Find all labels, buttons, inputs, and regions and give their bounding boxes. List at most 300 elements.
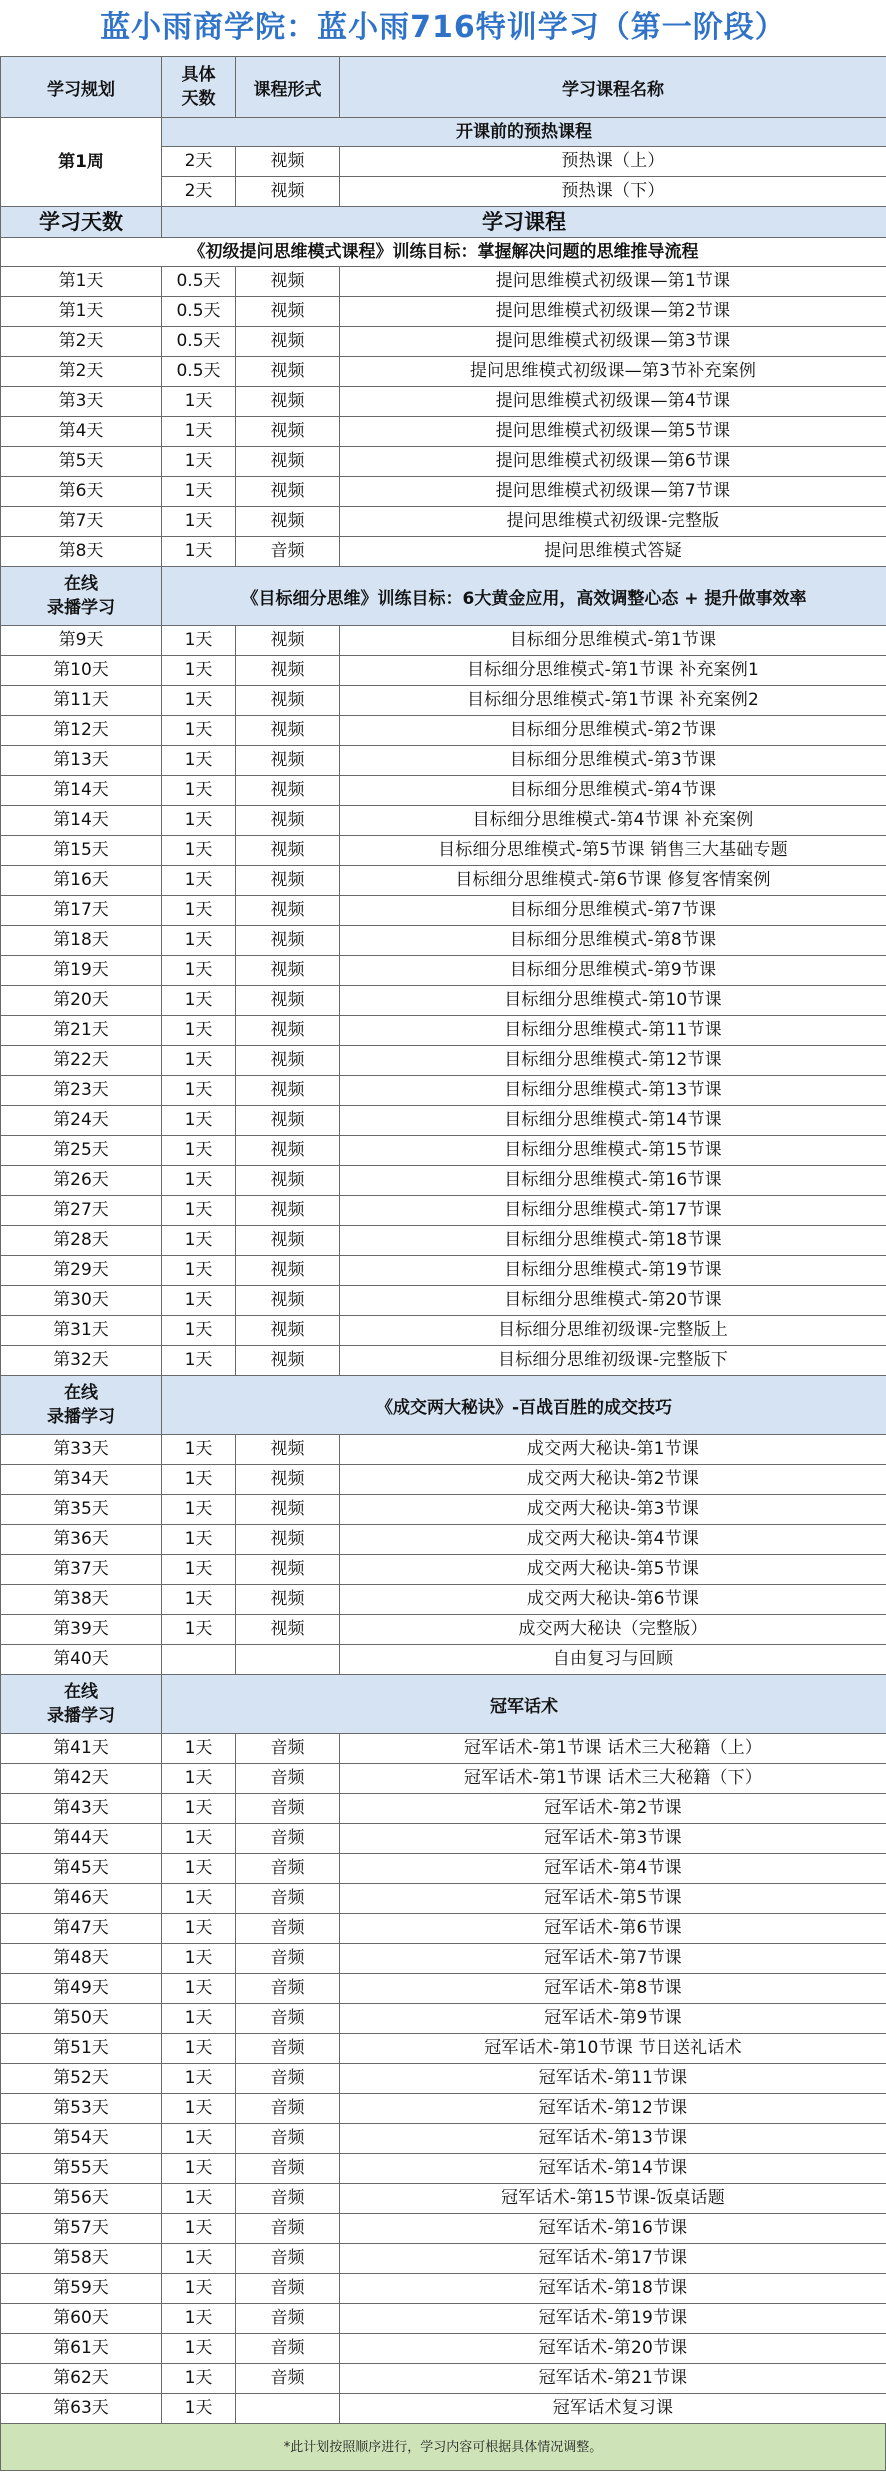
row-format: 视频 [236,1585,340,1615]
row-days: 1天 [162,1914,236,1944]
preheat-section-row [1,118,886,147]
row-days: 1天 [162,1974,236,2004]
row-days: 1天 [162,447,236,477]
table-row [1,1316,886,1346]
table-row [1,986,886,1016]
row-format: 视频 [236,267,340,297]
row-format: 视频 [236,177,340,207]
table-row [1,1106,886,1136]
row-format: 视频 [236,1435,340,1465]
subheader-study-days: 学习天数 [1,207,162,238]
row-days: 1天 [162,2094,236,2124]
table-row [1,1525,886,1555]
row-format: 音频 [236,2004,340,2034]
row-day: 第10天 [1,656,162,686]
row-day: 第4天 [1,417,162,447]
table-row [1,1226,886,1256]
row-days: 1天 [162,1196,236,1226]
row-course-name: 冠军话术-第8节课 [340,1974,886,2004]
row-days: 0.5天 [162,327,236,357]
row-course-name: 冠军话术-第5节课 [340,1884,886,1914]
subheader-study-courses: 学习课程 [162,207,886,238]
row-course-name: 成交两大秘诀-第3节课 [340,1495,886,1525]
row-format: 音频 [236,2304,340,2334]
table-row [1,537,886,567]
row-day: 第47天 [1,1914,162,1944]
row-day: 第46天 [1,1884,162,1914]
row-day: 第53天 [1,2094,162,2124]
row-course-name: 成交两大秘诀-第4节课 [340,1525,886,1555]
row-days: 1天 [162,1435,236,1465]
table-row [1,2334,886,2364]
row-course-name: 提问思维模式初级课—第2节课 [340,297,886,327]
table-row [1,1884,886,1914]
row-days: 1天 [162,1824,236,1854]
row-day: 第5天 [1,447,162,477]
table-row [1,716,886,746]
table-row [1,1166,886,1196]
row-course-name: 目标细分思维模式-第13节课 [340,1076,886,1106]
table-row [1,357,886,387]
row-days: 1天 [162,1854,236,1884]
table-row [1,1794,886,1824]
row-course-name: 目标细分思维模式-第1节课 补充案例2 [340,686,886,716]
table-row [1,2244,886,2274]
row-course-name: 冠军话术-第14节课 [340,2154,886,2184]
row-course-name: 目标细分思维模式-第9节课 [340,956,886,986]
header-course-name: 学习课程名称 [340,57,886,118]
row-days: 2天 [162,177,236,207]
row-days: 1天 [162,986,236,1016]
row-day: 第61天 [1,2334,162,2364]
row-days: 1天 [162,2214,236,2244]
row-days: 2天 [162,147,236,177]
row-format: 视频 [236,926,340,956]
row-days: 1天 [162,1495,236,1525]
row-course-name: 目标细分思维模式-第14节课 [340,1106,886,1136]
row-day: 第17天 [1,896,162,926]
row-day: 第8天 [1,537,162,567]
row-format: 视频 [236,327,340,357]
row-day: 第60天 [1,2304,162,2334]
row-format: 视频 [236,1465,340,1495]
row-course-name: 目标细分思维模式-第4节课 [340,776,886,806]
row-day: 第30天 [1,1286,162,1316]
row-format: 视频 [236,1555,340,1585]
row-days [162,1645,236,1675]
row-course-name: 目标细分思维模式-第1节课 [340,626,886,656]
row-day: 第42天 [1,1764,162,1794]
row-format: 音频 [236,1764,340,1794]
row-days: 1天 [162,2154,236,2184]
row-format: 视频 [236,1166,340,1196]
row-course-name: 冠军话术-第1节课 话术三大秘籍（下） [340,1764,886,1794]
row-day: 第45天 [1,1854,162,1884]
row-days: 1天 [162,1316,236,1346]
row-format: 视频 [236,147,340,177]
table-row [1,776,886,806]
row-day: 第9天 [1,626,162,656]
table-row [1,1645,886,1675]
row-day: 第7天 [1,507,162,537]
row-course-name: 目标细分思维模式-第7节课 [340,896,886,926]
row-days: 1天 [162,806,236,836]
row-course-name: 冠军话术-第11节课 [340,2064,886,2094]
row-course-name: 冠军话术-第15节课-饭桌话题 [340,2184,886,2214]
row-days: 1天 [162,1465,236,1495]
row-course-name: 目标细分思维模式-第5节课 销售三大基础专题 [340,836,886,866]
row-day: 第18天 [1,926,162,956]
row-format: 视频 [236,417,340,447]
row-course-name: 目标细分思维初级课-完整版上 [340,1316,886,1346]
row-course-name: 目标细分思维模式-第19节课 [340,1256,886,1286]
row-day: 第1天 [1,297,162,327]
row-day: 第27天 [1,1196,162,1226]
header-days [162,57,236,118]
row-days: 1天 [162,716,236,746]
schedule-table [0,56,886,2424]
row-format: 视频 [236,1016,340,1046]
table-row [1,2064,886,2094]
row-day: 第55天 [1,2154,162,2184]
row-days: 1天 [162,626,236,656]
preheat-week-label: 第1周 [1,118,162,207]
row-day: 第35天 [1,1495,162,1525]
row-day: 第57天 [1,2214,162,2244]
table-row [1,327,886,357]
section-title: 《目标细分思维》训练目标：6大黄金应用，高效调整心态 + 提升做事效率 [162,567,886,626]
row-days: 1天 [162,1884,236,1914]
row-course-name: 冠军话术-第1节课 话术三大秘籍（上） [340,1734,886,1764]
row-course-name: 目标细分思维模式-第10节课 [340,986,886,1016]
row-format: 音频 [236,2244,340,2274]
row-format: 视频 [236,1525,340,1555]
row-day: 第48天 [1,1944,162,1974]
table-row [1,1495,886,1525]
row-days: 1天 [162,926,236,956]
row-days: 1天 [162,1615,236,1645]
row-course-name: 冠军话术-第4节课 [340,1854,886,1884]
row-days: 0.5天 [162,357,236,387]
row-day: 第19天 [1,956,162,986]
row-course-name: 冠军话术-第2节课 [340,1794,886,1824]
row-days: 1天 [162,2394,236,2424]
section-label [1,567,162,626]
row-format: 音频 [236,537,340,567]
row-days: 1天 [162,1076,236,1106]
table-row [1,1346,886,1376]
header-format: 课程形式 [236,57,340,118]
table-row [1,1435,886,1465]
table-row [1,1974,886,2004]
row-day: 第39天 [1,1615,162,1645]
row-course-name: 提问思维模式初级课—第5节课 [340,417,886,447]
table-header-row [1,57,886,118]
row-day: 第31天 [1,1316,162,1346]
row-day: 第41天 [1,1734,162,1764]
row-day: 第12天 [1,716,162,746]
row-day: 第26天 [1,1166,162,1196]
row-days: 1天 [162,1555,236,1585]
row-format: 音频 [236,2334,340,2364]
row-format: 视频 [236,866,340,896]
section-label-line2: 录播学习 [47,1706,115,1726]
row-days: 1天 [162,2364,236,2394]
table-row [1,2394,886,2424]
row-format: 音频 [236,1914,340,1944]
row-format: 音频 [236,2094,340,2124]
row-day: 第14天 [1,776,162,806]
row-day: 第34天 [1,1465,162,1495]
row-course-name: 提问思维模式初级课—第3节课 [340,327,886,357]
row-format: 视频 [236,387,340,417]
row-course-name: 目标细分思维模式-第16节课 [340,1166,886,1196]
row-day: 第58天 [1,2244,162,2274]
header-days-line2: 天数 [181,89,216,109]
table-row [1,267,886,297]
row-day: 第2天 [1,357,162,387]
row-course-name: 冠军话术-第18节课 [340,2274,886,2304]
row-day: 第21天 [1,1016,162,1046]
row-format: 视频 [236,1136,340,1166]
row-format: 音频 [236,1854,340,1884]
row-day: 第43天 [1,1794,162,1824]
section-label [1,1376,162,1435]
row-course-name: 冠军话术-第19节课 [340,2304,886,2334]
header-plan: 学习规划 [1,57,162,118]
row-days: 1天 [162,2334,236,2364]
row-format: 音频 [236,2274,340,2304]
row-day: 第28天 [1,1226,162,1256]
row-course-name: 目标细分思维模式-第2节课 [340,716,886,746]
row-course-name: 目标细分思维初级课-完整版下 [340,1346,886,1376]
section-label [1,1675,162,1734]
row-days: 1天 [162,1256,236,1286]
row-days: 1天 [162,537,236,567]
header-days-line1: 具体 [181,65,216,85]
table-row [1,1286,886,1316]
row-format: 视频 [236,1106,340,1136]
row-day: 第36天 [1,1525,162,1555]
table-row [1,2004,886,2034]
row-days: 1天 [162,1106,236,1136]
row-format: 音频 [236,1884,340,1914]
row-day: 第37天 [1,1555,162,1585]
row-course-name: 提问思维模式答疑 [340,537,886,567]
table-row [1,1585,886,1615]
section-header-row [1,238,886,267]
table-row [1,2274,886,2304]
table-row [1,2034,886,2064]
row-days: 1天 [162,896,236,926]
row-course-name: 冠军话术-第10节课 节日送礼话术 [340,2034,886,2064]
row-format: 视频 [236,297,340,327]
table-row [1,1076,886,1106]
row-days: 1天 [162,1046,236,1076]
row-days: 1天 [162,2274,236,2304]
row-days: 1天 [162,2004,236,2034]
row-day: 第50天 [1,2004,162,2034]
row-day: 第25天 [1,1136,162,1166]
preheat-section-title: 开课前的预热课程 [162,118,886,147]
row-day: 第13天 [1,746,162,776]
row-days: 0.5天 [162,267,236,297]
row-format: 视频 [236,1196,340,1226]
table-row [1,1016,886,1046]
row-course-name: 目标细分思维模式-第1节课 补充案例1 [340,656,886,686]
row-course-name: 冠军话术复习课 [340,2394,886,2424]
row-day: 第14天 [1,806,162,836]
row-course-name: 目标细分思维模式-第20节课 [340,1286,886,1316]
section-title: 冠军话术 [162,1675,886,1734]
row-format: 视频 [236,986,340,1016]
row-course-name: 冠军话术-第13节课 [340,2124,886,2154]
row-format: 视频 [236,656,340,686]
row-days: 1天 [162,656,236,686]
section-header-row [1,1675,886,1734]
row-course-name: 冠军话术-第9节课 [340,2004,886,2034]
table-row [1,1734,886,1764]
table-row [1,836,886,866]
row-format: 音频 [236,1944,340,1974]
row-course-name: 目标细分思维模式-第4节课 补充案例 [340,806,886,836]
row-days: 1天 [162,2304,236,2334]
row-days: 1天 [162,1525,236,1555]
row-course-name: 目标细分思维模式-第6节课 修复客情案例 [340,866,886,896]
table-row [1,1764,886,1794]
row-course-name: 目标细分思维模式-第17节课 [340,1196,886,1226]
row-days: 1天 [162,2124,236,2154]
row-course-name: 成交两大秘诀（完整版） [340,1615,886,1645]
table-row [1,1914,886,1944]
footer-note: *此计划按照顺序进行，学习内容可根据具体情况调整。 [0,2424,886,2471]
section-title: 《成交两大秘诀》-百战百胜的成交技巧 [162,1376,886,1435]
row-format: 视频 [236,1286,340,1316]
row-day: 第6天 [1,477,162,507]
row-course-name: 提问思维模式初级课—第3节补充案例 [340,357,886,387]
row-format: 视频 [236,836,340,866]
row-course-name: 提问思维模式初级课—第6节课 [340,447,886,477]
table-row [1,1465,886,1495]
row-days: 0.5天 [162,297,236,327]
table-row [1,746,886,776]
table-row [1,626,886,656]
table-row [1,1555,886,1585]
row-format: 音频 [236,1734,340,1764]
row-course-name: 预热课（上） [340,147,886,177]
table-row [1,866,886,896]
row-days: 1天 [162,2064,236,2094]
section-label-line2: 录播学习 [47,1407,115,1427]
row-format: 音频 [236,2154,340,2184]
row-days: 1天 [162,1226,236,1256]
table-row [1,417,886,447]
row-days: 1天 [162,1794,236,1824]
section-label-line2: 录播学习 [47,598,115,618]
row-days: 1天 [162,2244,236,2274]
row-day: 第59天 [1,2274,162,2304]
row-day: 第3天 [1,387,162,417]
row-day: 第29天 [1,1256,162,1286]
table-row [1,926,886,956]
row-course-name: 自由复习与回顾 [340,1645,886,1675]
row-day: 第63天 [1,2394,162,2424]
row-course-name: 冠军话术-第7节课 [340,1944,886,1974]
table-row [1,1615,886,1645]
row-days: 1天 [162,387,236,417]
section-label-line1: 在线 [64,574,98,594]
row-day: 第40天 [1,1645,162,1675]
row-course-name: 冠军话术-第6节课 [340,1914,886,1944]
row-days: 1天 [162,1764,236,1794]
row-course-name: 提问思维模式初级课-完整版 [340,507,886,537]
table-row [1,507,886,537]
row-course-name: 冠军话术-第21节课 [340,2364,886,2394]
row-format: 视频 [236,896,340,926]
row-course-name: 成交两大秘诀-第2节课 [340,1465,886,1495]
row-format: 视频 [236,1256,340,1286]
row-days: 1天 [162,477,236,507]
row-days: 1天 [162,686,236,716]
table-row [1,1824,886,1854]
row-format: 视频 [236,447,340,477]
row-days: 1天 [162,1016,236,1046]
row-day: 第24天 [1,1106,162,1136]
row-format: 视频 [236,1316,340,1346]
row-course-name: 冠军话术-第16节课 [340,2214,886,2244]
row-format: 音频 [236,2184,340,2214]
row-course-name: 成交两大秘诀-第5节课 [340,1555,886,1585]
section-label-line1: 在线 [64,1682,98,1702]
table-row [1,1944,886,1974]
table-row [1,447,886,477]
section-label-line1: 在线 [64,1383,98,1403]
table-row [1,2184,886,2214]
row-day: 第15天 [1,836,162,866]
row-format: 音频 [236,2364,340,2394]
row-format: 视频 [236,746,340,776]
row-day: 第11天 [1,686,162,716]
row-day: 第44天 [1,1824,162,1854]
table-row [1,297,886,327]
row-days: 1天 [162,746,236,776]
row-course-name: 目标细分思维模式-第15节课 [340,1136,886,1166]
table-row [1,2154,886,2184]
row-format: 视频 [236,1226,340,1256]
row-course-name: 冠军话术-第3节课 [340,1824,886,1854]
table-row [1,387,886,417]
row-format: 视频 [236,806,340,836]
row-course-name: 冠军话术-第17节课 [340,2244,886,2274]
row-day: 第49天 [1,1974,162,2004]
row-day: 第20天 [1,986,162,1016]
row-format: 视频 [236,626,340,656]
section-header-row [1,1376,886,1435]
row-day: 第33天 [1,1435,162,1465]
row-days: 1天 [162,417,236,447]
row-days: 1天 [162,836,236,866]
row-days: 1天 [162,1585,236,1615]
table-row [1,1854,886,1884]
table-row [1,477,886,507]
section-title: 《初级提问思维模式课程》训练目标：掌握解决问题的思维推导流程 [1,238,886,267]
row-course-name: 目标细分思维模式-第18节课 [340,1226,886,1256]
row-format: 视频 [236,776,340,806]
row-day: 第2天 [1,327,162,357]
section-header-row [1,567,886,626]
row-days: 1天 [162,507,236,537]
row-course-name: 目标细分思维模式-第11节课 [340,1016,886,1046]
